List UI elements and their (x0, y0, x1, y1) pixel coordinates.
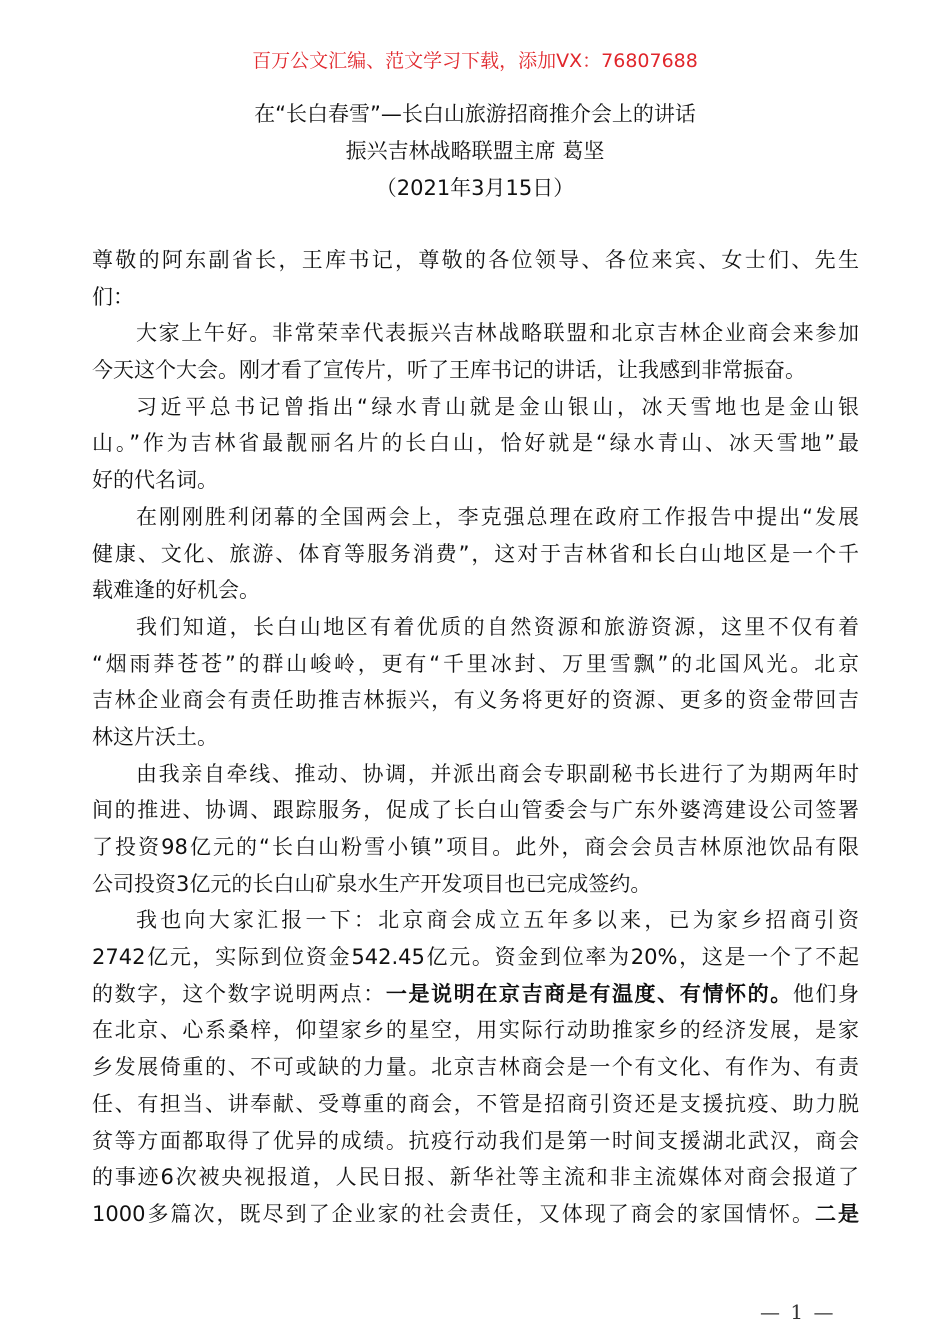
text-line (92, 1049, 859, 1086)
document-body (92, 242, 859, 1233)
text-segment: 林这片沃土。 (92, 724, 218, 749)
text-segment: 了投资98亿元的“长白山粉雪小镇”项目。此外，商会会员吉林原池饮品有限 (92, 835, 859, 859)
text-segment: 贫等方面都取得了优异的成绩。抗疫行动我们是第一时间支援湖北武汉，商会 (92, 1128, 859, 1153)
text-line (92, 389, 859, 426)
text-line (92, 939, 859, 976)
text-segment: 公司投资3亿元的长白山矿泉水生产开发项目也已完成签约。 (92, 871, 652, 896)
text-segment: 在北京、心系桑梓，仰望家乡的星空，用实际行动助推家乡的经济发展，是家 (92, 1018, 859, 1043)
text-line (92, 279, 859, 316)
text-segment: 我也向大家汇报一下：北京商会成立五年多以来，已为家乡招商引资 (136, 908, 859, 933)
text-line (92, 976, 859, 1013)
text-segment: 间的推进、协调、跟踪服务，促成了长白山管委会与广东外婆湾建设公司签署 (92, 798, 859, 823)
text-segment: 的事迹6次被央视报道，人民日报、新华社等主流和非主流媒体对商会报道了 (92, 1165, 859, 1190)
text-segment: 吉林企业商会有责任助推吉林振兴，有义务将更好的资源、更多的资金带回吉 (92, 688, 859, 713)
text-line (92, 682, 859, 719)
text-segment: 在刚刚胜利闭幕的全国两会上，李克强总理在政府工作报告中提出“发展 (136, 504, 859, 529)
text-line (92, 572, 859, 609)
text-line (92, 352, 859, 389)
text-segment: 山。”作为吉林省最靓丽名片的长白山，恰好就是“绿水青山、冰天雪地”最 (92, 431, 859, 456)
bold-text: 二是 (814, 1201, 860, 1226)
text-segment: 好的代名词。 (92, 468, 218, 493)
text-line (92, 242, 859, 279)
text-segment: 载难逢的好机会。 (92, 578, 260, 603)
author-line: 振兴吉林战略联盟主席 葛坚 (345, 139, 605, 163)
text-line (92, 499, 859, 536)
text-line (92, 1086, 859, 1123)
text-line (92, 1159, 859, 1196)
text-segment: 任、有担当、讲奉献、受尊重的商会，不管是招商引资还是支援抗疫、助力脱 (92, 1091, 859, 1116)
text-segment: 大家上午好。非常荣幸代表振兴吉林战略联盟和北京吉林企业商会来参加 (136, 321, 859, 346)
date-line: （2021年3月15日） (375, 176, 575, 200)
text-line (92, 829, 859, 866)
text-segment: 由我亲自牵线、推动、协调，并派出商会专职副秘书长进行了为期两年时 (136, 761, 859, 786)
text-segment: “烟雨莽苍苍”的群山峻岭，更有“千里冰封、万里雪飘”的北国风光。北京 (92, 651, 859, 676)
text-line (92, 1123, 859, 1160)
page-number: — 1 — (760, 1300, 836, 1324)
text-line (92, 1012, 859, 1049)
text-line (92, 902, 859, 939)
text-line (92, 462, 859, 499)
watermark-banner: 百万公文汇编、范文学习下载，添加VX：76807688 (252, 50, 698, 72)
text-line (92, 1196, 859, 1233)
text-line (92, 646, 859, 683)
text-line (92, 536, 859, 573)
text-segment: 1000多篇次，既尽到了企业家的社会责任，又体现了商会的家国情怀。 (92, 1201, 815, 1226)
text-segment: 今天这个大会。刚才看了宣传片，听了王库书记的讲话，让我感到非常振奋。 (92, 358, 806, 383)
text-segment: 他们身 (792, 981, 860, 1006)
text-segment: 们： (92, 284, 134, 309)
text-line (92, 866, 859, 903)
text-segment: 2742亿元，实际到位资金542.45亿元。资金到位率为20%，这是一个了不起 (92, 945, 859, 970)
document-title: 在“长白春雪”—长白山旅游招商推介会上的讲话 (254, 102, 696, 126)
text-line (92, 609, 859, 646)
text-segment: 习近平总书记曾指出“绿水青山就是金山银山，冰天雪地也是金山银 (136, 394, 859, 419)
text-segment: 乡发展倚重的、不可或缺的力量。北京吉林商会是一个有文化、有作为、有责 (92, 1055, 859, 1080)
text-segment: 尊敬的阿东副省长，王库书记，尊敬的各位领导、各位来宾、女士们、先生 (92, 248, 859, 272)
text-segment: 我们知道，长白山地区有着优质的自然资源和旅游资源，这里不仅有着 (136, 614, 859, 639)
text-line (92, 719, 859, 756)
bold-text: 一是说明在京吉商是有温度、有情怀的。 (385, 981, 793, 1006)
text-segment: 的数字，这个数字说明两点： (92, 981, 386, 1006)
text-line (92, 756, 859, 793)
text-line (92, 425, 859, 462)
text-segment: 健康、文化、旅游、体育等服务消费”，这对于吉林省和长白山地区是一个千 (92, 541, 859, 566)
text-line (92, 315, 859, 352)
text-line (92, 792, 859, 829)
